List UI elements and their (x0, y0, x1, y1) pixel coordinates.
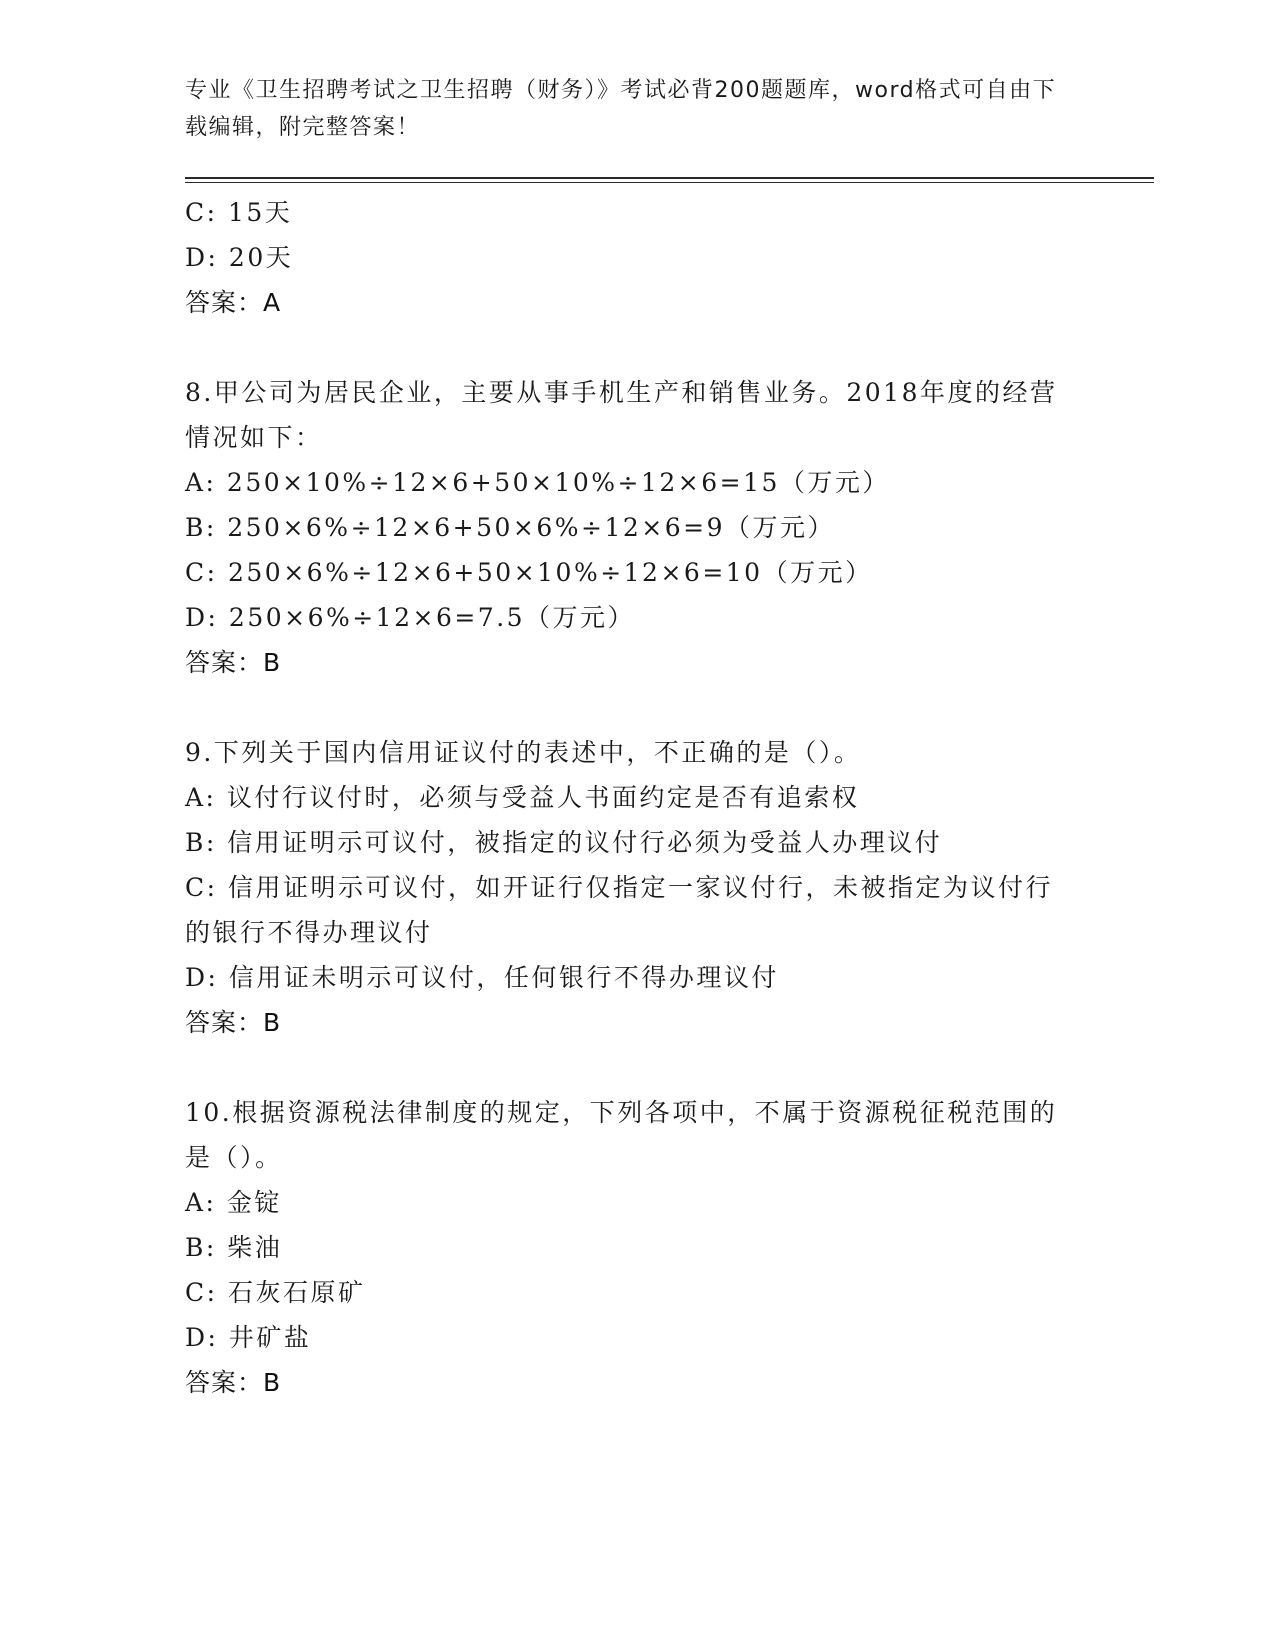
header-divider-thin (185, 182, 1154, 183)
question-8 (185, 370, 1075, 685)
question-stem: 9.下列关于国内信用证议付的表述中，不正确的是（）。 (185, 738, 862, 767)
question-7-tail (185, 190, 1075, 325)
header-divider-thick (185, 177, 1154, 179)
option-a: A: 金锭 (185, 1188, 282, 1217)
question-10 (185, 1090, 1075, 1405)
option-b: B: 250×6%÷12×6+50×6%÷12×6=9（万元） (185, 513, 836, 542)
answer-line: 答案：B (185, 1008, 282, 1037)
question-stem: 8.甲公司为居民企业，主要从事手机生产和销售业务。2018年度的经营情况如下： (185, 378, 1058, 452)
option-d: D: 信用证未明示可议付，任何银行不得办理议付 (185, 963, 779, 992)
spacer (185, 685, 1075, 730)
option-d: D: 20天 (185, 243, 294, 272)
spacer (185, 1045, 1075, 1090)
answer-line: 答案：A (185, 288, 282, 317)
option-c: C: 15天 (185, 198, 293, 227)
option-d: D: 250×6%÷12×6=7.5（万元） (185, 603, 636, 632)
option-a: A: 议付行议付时，必须与受益人书面约定是否有追索权 (185, 783, 860, 812)
option-a: A: 250×10%÷12×6+50×10%÷12×6=15（万元） (185, 468, 890, 497)
question-9 (185, 730, 1075, 1045)
document-header-title: 专业《卫生招聘考试之卫生招聘（财务）》考试必背200题题库，word格式可自由下载编辑，附完整答案！ (185, 78, 1057, 140)
option-d: D: 井矿盐 (185, 1323, 312, 1352)
question-stem: 10.根据资源税法律制度的规定，下列各项中，不属于资源税征税范围的是（）。 (185, 1098, 1058, 1172)
option-b: B: 柴油 (185, 1233, 283, 1262)
option-b: B: 信用证明示可议付，被指定的议付行必须为受益人办理议付 (185, 828, 943, 857)
option-c: C: 石灰石原矿 (185, 1278, 366, 1307)
option-c: C: 250×6%÷12×6+50×10%÷12×6=10（万元） (185, 558, 873, 587)
spacer (185, 325, 1075, 370)
option-c: C: 信用证明示可议付，如开证行仅指定一家议付行，未被指定为议付行的银行不得办理议付 (185, 873, 1054, 947)
answer-line: 答案：B (185, 1368, 282, 1397)
question-list (185, 190, 1075, 1405)
answer-line: 答案：B (185, 648, 282, 677)
